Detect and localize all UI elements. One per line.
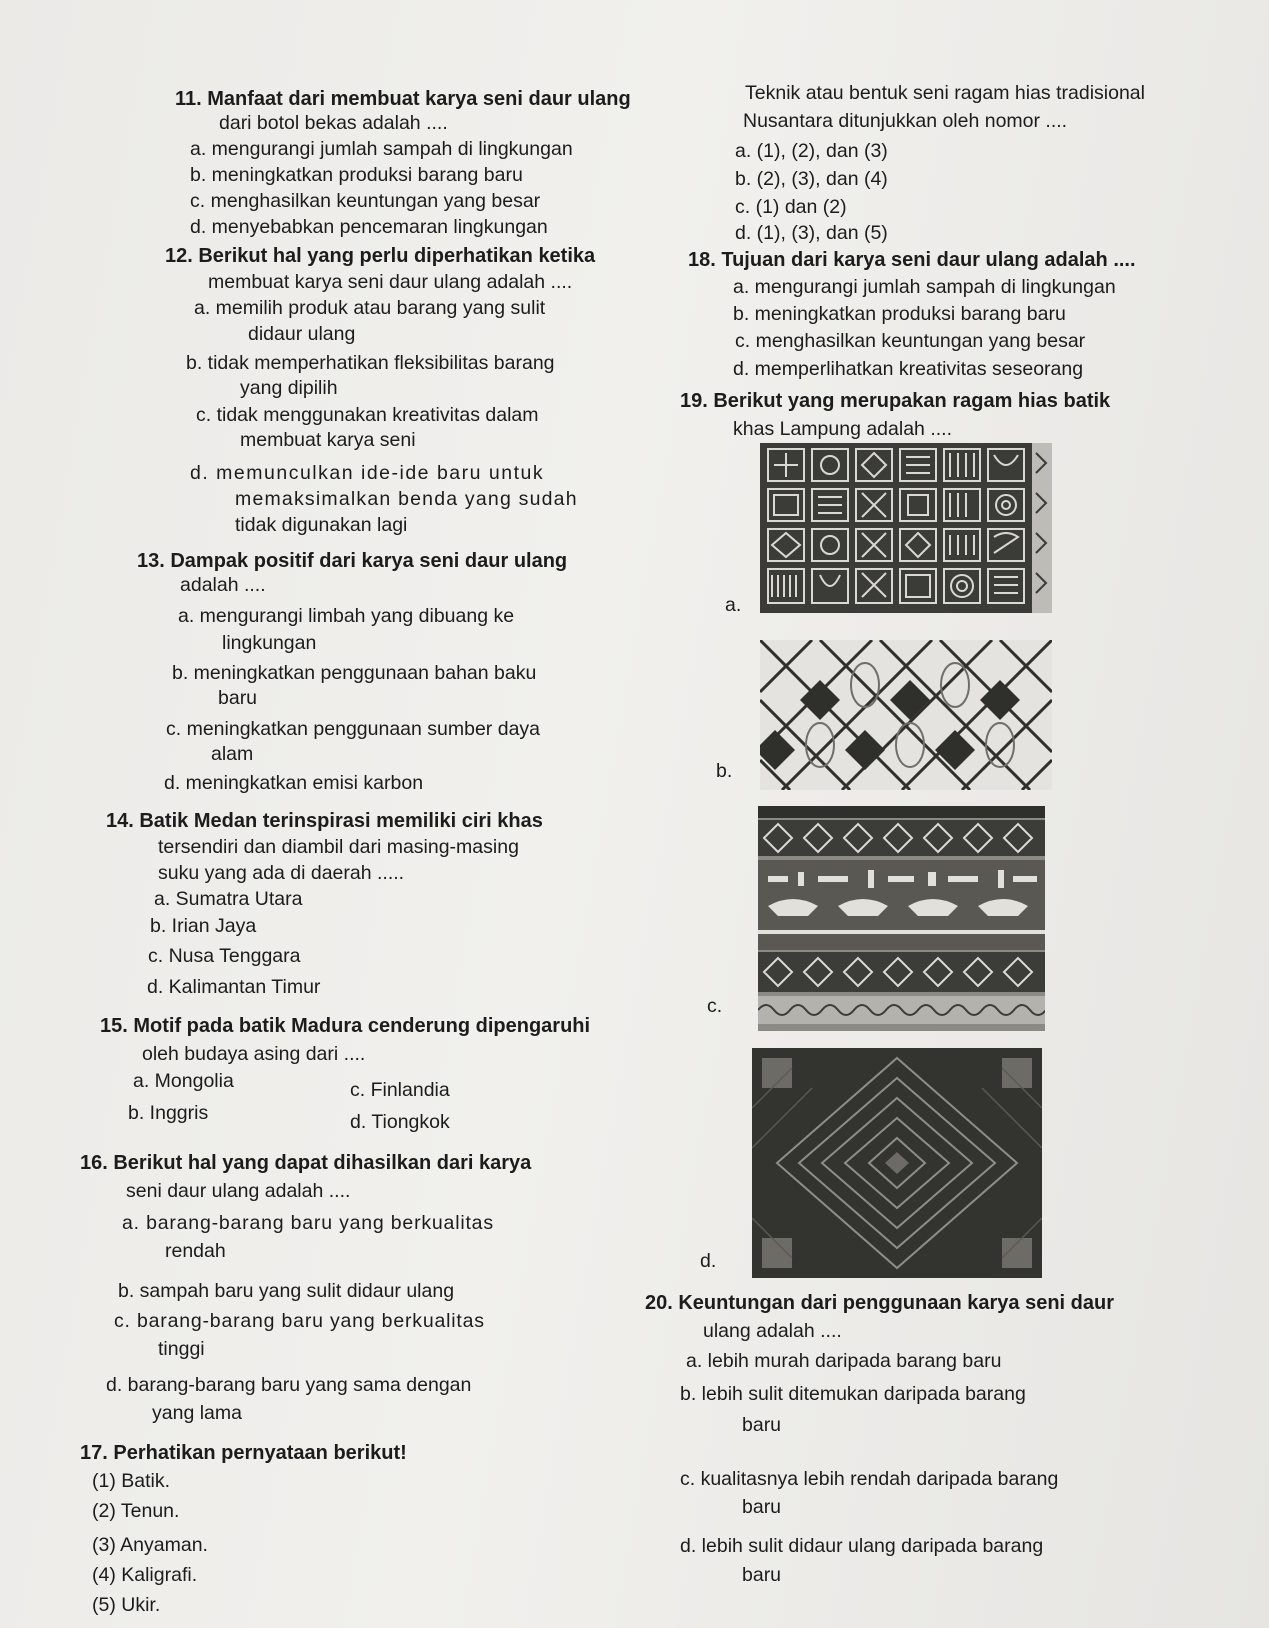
q19-option-d-label: d.	[700, 1250, 717, 1272]
q16-option-a-line1: a. barang-barang baru yang berkualitas	[122, 1212, 494, 1234]
q17-option-d: d. (1), (3), dan (5)	[735, 222, 888, 244]
q14-stem-line3: suku yang ada di daerah .....	[158, 862, 405, 884]
q16-option-d-line2: yang lama	[152, 1402, 242, 1424]
q12-option-b-line2: yang dipilih	[240, 377, 338, 399]
q19-stem-line1: 19. Berikut yang merupakan ragam hias batik	[680, 390, 1111, 412]
q11-option-c: c. menghasilkan keuntungan yang besar	[190, 190, 541, 212]
q13-stem-line1: 13. Dampak positif dari karya seni daur ulang	[137, 550, 568, 572]
q19-option-b-label: b.	[716, 760, 733, 782]
q17-item-5: (5) Ukir.	[92, 1594, 161, 1616]
q11-option-d: d. menyebabkan pencemaran lingkungan	[190, 216, 548, 238]
q19-stem-line2: khas Lampung adalah ....	[733, 418, 952, 440]
q13-option-a-line2: lingkungan	[222, 632, 317, 654]
q12-option-b-line1: b. tidak memperhatikan fleksibilitas barang	[186, 352, 555, 374]
q14-stem-line1: 14. Batik Medan terinspirasi memiliki ciri khas	[106, 810, 543, 832]
q12-option-c-line1: c. tidak menggunakan kreativitas dalam	[196, 404, 539, 426]
q14-stem-line2: tersendiri dan diambil dari masing-masing	[158, 836, 519, 858]
q15-stem-line1: 15. Motif pada batik Madura cenderung dipengaruhi	[100, 1015, 591, 1037]
q14-option-c: c. Nusa Tenggara	[148, 945, 301, 967]
q13-option-c-line1: c. meningkatkan penggunaan sumber daya	[166, 718, 541, 740]
q17-stem: 17. Perhatikan pernyataan berikut!	[80, 1442, 407, 1464]
batik-pattern-a-image	[760, 443, 1052, 613]
q13-option-d: d. meningkatkan emisi karbon	[164, 772, 424, 794]
q17-option-a: a. (1), (2), dan (3)	[735, 140, 888, 162]
q20-option-a: a. lebih murah daripada barang baru	[686, 1350, 1002, 1372]
q14-option-b: b. Irian Jaya	[150, 915, 257, 937]
q16-option-a-line2: rendah	[165, 1240, 226, 1262]
q16-option-d-line1: d. barang-barang baru yang sama dengan	[106, 1374, 472, 1396]
q15-option-d: d. Tiongkok	[350, 1111, 450, 1133]
q20-option-b-line2: baru	[742, 1414, 782, 1436]
q13-option-b-line2: baru	[218, 687, 258, 709]
batik-pattern-d-image	[752, 1048, 1042, 1278]
q11-option-b: b. meningkatkan produksi barang baru	[190, 164, 523, 186]
q19-option-c-label: c.	[707, 995, 723, 1017]
q13-option-c-line2: alam	[211, 743, 254, 765]
q20-option-d-line2: baru	[742, 1564, 782, 1586]
q15-option-a: a. Mongolia	[133, 1070, 234, 1092]
q11-option-a: a. mengurangi jumlah sampah di lingkungan	[190, 138, 573, 160]
q18-option-a: a. mengurangi jumlah sampah di lingkungan	[733, 276, 1116, 298]
q14-option-d: d. Kalimantan Timur	[147, 976, 321, 998]
q12-option-c-line2: membuat karya seni	[240, 429, 416, 451]
q13-option-b-line1: b. meningkatkan penggunaan bahan baku	[172, 662, 537, 684]
q20-stem-line2: ulang adalah ....	[703, 1320, 842, 1342]
batik-pattern-b-image	[760, 640, 1052, 790]
q15-stem-line2: oleh budaya asing dari ....	[142, 1043, 366, 1065]
q17-option-c: c. (1) dan (2)	[735, 196, 847, 218]
q17-option-b: b. (2), (3), dan (4)	[735, 168, 888, 190]
q17-item-4: (4) Kaligrafi.	[92, 1564, 198, 1586]
q12-stem-line1: 12. Berikut hal yang perlu diperhatikan ketika	[165, 245, 596, 267]
q18-option-d: d. memperlihatkan kreativitas seseorang	[733, 358, 1084, 380]
q20-option-b-line1: b. lebih sulit ditemukan daripada barang	[680, 1383, 1026, 1405]
q17-cont-line2: Nusantara ditunjukkan oleh nomor ....	[743, 110, 1068, 132]
q12-stem-line2: membuat karya seni daur ulang adalah ....	[208, 271, 573, 293]
q11-stem-line1: 11. Manfaat dari membuat karya seni daur ulang	[175, 88, 631, 110]
q20-option-c-line2: baru	[742, 1496, 782, 1518]
q19-option-a-label: a.	[725, 594, 742, 616]
q16-option-b: b. sampah baru yang sulit didaur ulang	[118, 1280, 455, 1302]
q17-item-3: (3) Anyaman.	[92, 1534, 208, 1556]
q13-option-a-line1: a. mengurangi limbah yang dibuang ke	[178, 605, 515, 627]
q12-option-a-line1: a. memilih produk atau barang yang sulit	[194, 297, 546, 319]
q16-option-c-line1: c. barang-barang baru yang berkualitas	[114, 1310, 485, 1332]
q17-item-2: (2) Tenun.	[92, 1500, 180, 1522]
batik-pattern-c-image	[758, 806, 1045, 1031]
q20-stem-line1: 20. Keuntungan dari penggunaan karya seni daur	[645, 1292, 1114, 1314]
q17-item-1: (1) Batik.	[92, 1470, 171, 1492]
q15-option-c: c. Finlandia	[350, 1079, 450, 1101]
q11-stem-line2: dari botol bekas adalah ....	[219, 112, 448, 134]
q20-option-c-line1: c. kualitasnya lebih rendah daripada barang	[680, 1468, 1059, 1490]
q20-option-d-line1: d. lebih sulit didaur ulang daripada barang	[680, 1535, 1044, 1557]
q16-stem-line1: 16. Berikut hal yang dapat dihasilkan dari karya	[80, 1152, 532, 1174]
q16-stem-line2: seni daur ulang adalah ....	[126, 1180, 351, 1202]
q12-option-d-line3: tidak digunakan lagi	[235, 514, 408, 536]
q18-stem: 18. Tujuan dari karya seni daur ulang adalah ....	[688, 249, 1136, 271]
q14-option-a: a. Sumatra Utara	[154, 888, 303, 910]
q13-stem-line2: adalah ....	[180, 574, 266, 596]
q12-option-a-line2: didaur ulang	[248, 323, 356, 345]
q12-option-d-line2: memaksimalkan benda yang sudah	[235, 488, 578, 510]
q12-option-d-line1: d. memunculkan ide-ide baru untuk	[190, 462, 545, 484]
q18-option-b: b. meningkatkan produksi barang baru	[733, 303, 1066, 325]
q18-option-c: c. menghasilkan keuntungan yang besar	[735, 330, 1086, 352]
q15-option-b: b. Inggris	[128, 1102, 209, 1124]
q16-option-c-line2: tinggi	[158, 1338, 205, 1360]
q17-cont-line1: Teknik atau bentuk seni ragam hias tradisional	[745, 82, 1145, 104]
